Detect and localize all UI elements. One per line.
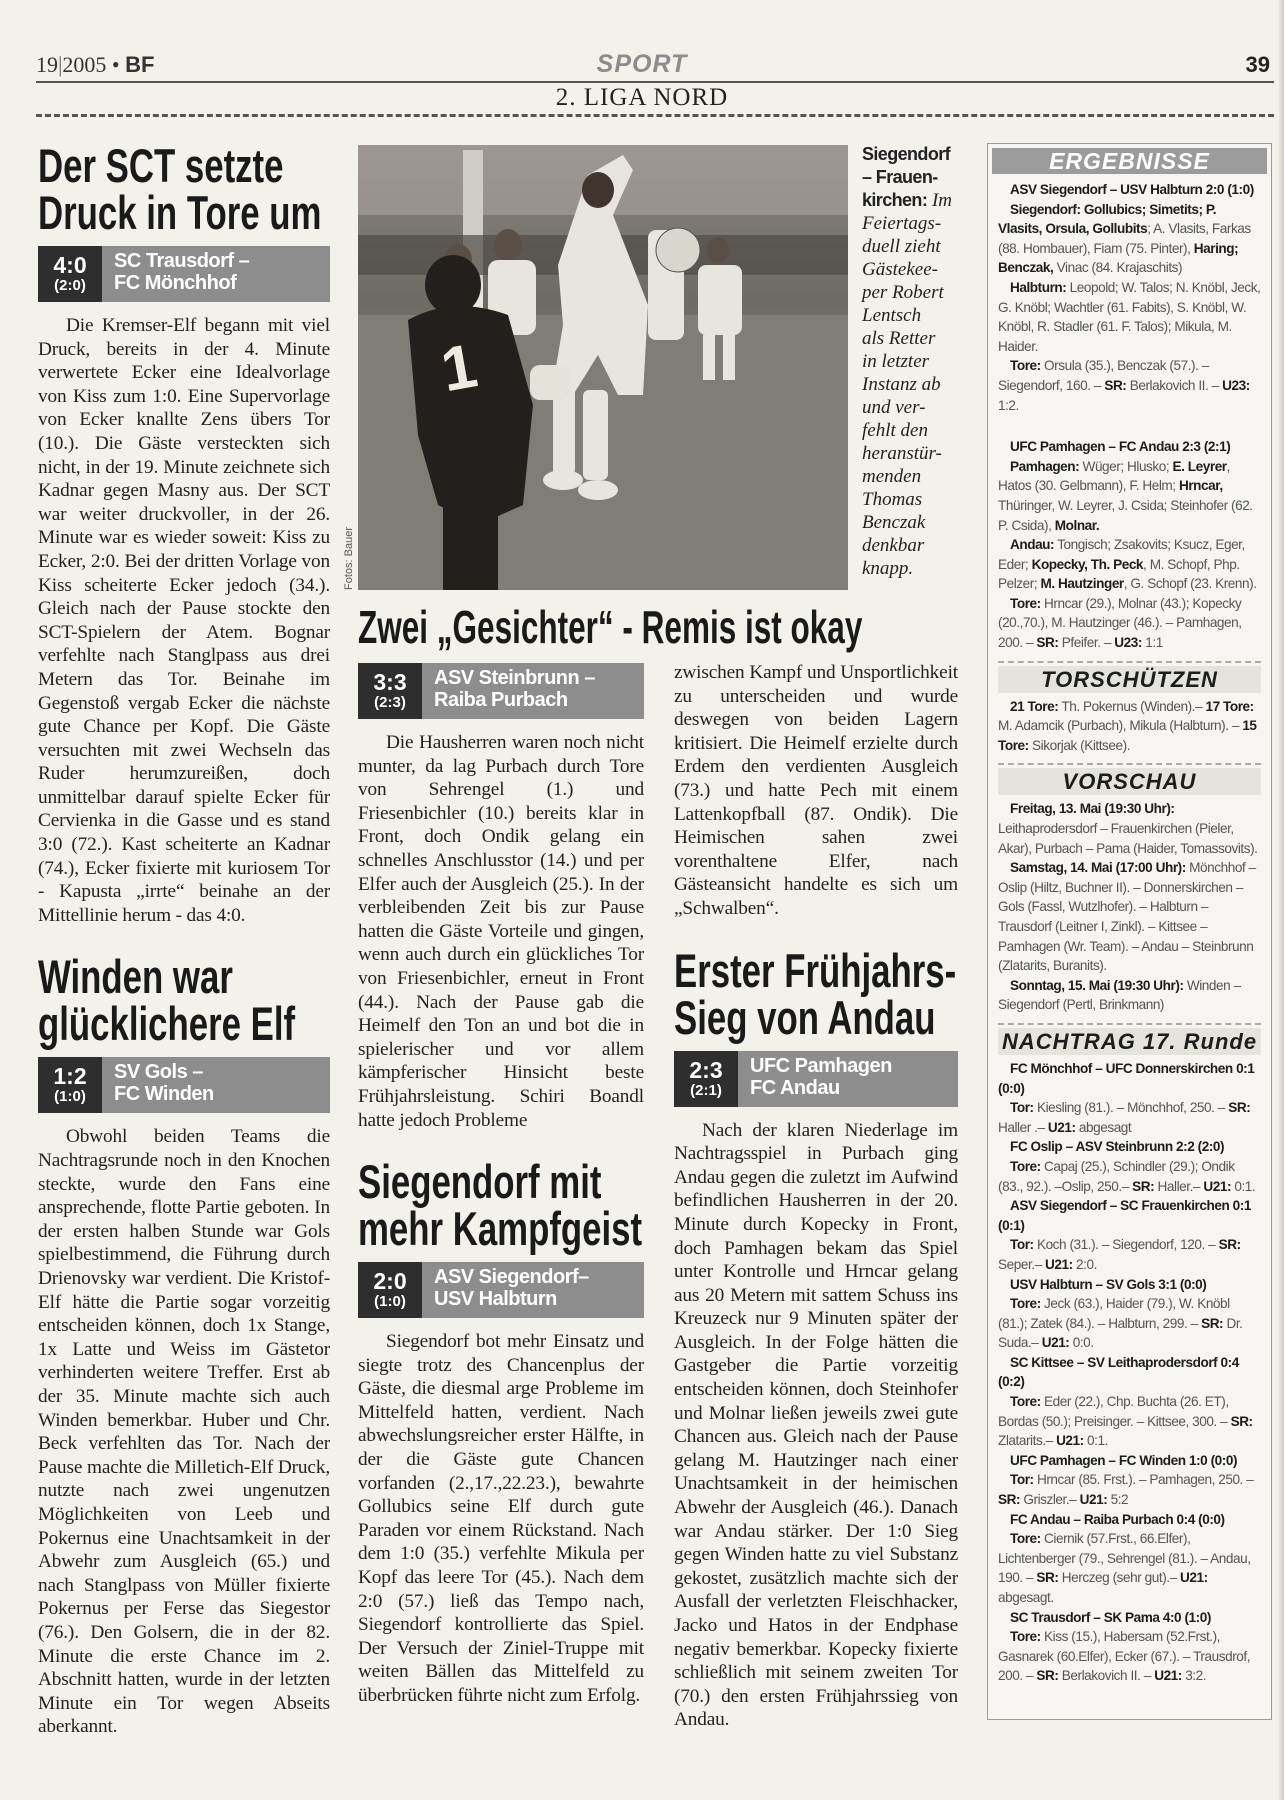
final-score: 2:3 [689, 1056, 723, 1083]
headline-line: Erster Frühjahrs- [674, 943, 957, 997]
headline-line: Druck in Tore um [38, 186, 322, 239]
text: 0:1. [1083, 1433, 1108, 1449]
text: Hrncar (29.), Molnar (43.); Kopecky (20.,70.), M. Hautzinger (46.). – Pamhagen, 200. – [998, 595, 1242, 651]
bold-text: UFC Pamhagen – FC Winden 1:0 (0:0) [1010, 1452, 1238, 1468]
caption-line: fehlt den [862, 420, 928, 441]
paragraph: Nach der klaren Niederlage im Nachtragsspiel in Purbach ging Andau gegen die zuletzt im Aufwind befindlichen Hausherren in der 20. Minute durch Kopecky in Front, doch Pamhagen bekam das Spiel unter Kontrolle und Hrncar gelang aus 20 Metern mit sattem Schuss ins Kreuzeck nur 9 Minuten später der Ausgleich. In der Folge hätten die Gastgeber die Partie vorzeitig entscheiden können, doch Steinhofer und Molnar ließen jeweils zwei gute Chancen aus. Gleich nach der Pause gelang M. Hautzinger nach einer Unachtsamkeit in der heimischen Abwehr der Ausgleich (46.). Danach war Andau stärker. Der 1:0 Sieg gegen Winden hatte zu viel Substanz gekostet, zusätzlich machte sich der Ausfall der verletzten Fleischhacker, Jacko und Hatos in der Endphase negativ bemerkbar. Kopecky fixierte schließlich mit seinem zweiten Tor (70.) den ersten Frühjahrssieg von Andau. [674, 1119, 958, 1731]
bold-text: Tore: [1010, 595, 1041, 611]
caption-line: Benczak [862, 512, 926, 533]
halftime-score: (1:0) [374, 1293, 406, 1311]
results-box [987, 143, 1272, 1720]
text: Kiesling (81.). – Mönchhof, 250. – [1033, 1100, 1229, 1116]
issue-year: 2005 [62, 52, 107, 77]
text: Sikorjak (Kittsee). [1028, 737, 1131, 753]
bold-text: SC Trausdorf – SK Pama 4:0 (1:0) [1010, 1609, 1211, 1625]
result-paragraph [998, 437, 1261, 457]
text: ; A. Vlasits, Farkas (88. Hombauer), Fiam (75. Pinter), [998, 221, 1251, 256]
column-left [38, 139, 330, 1739]
article-body-zwei-2 [674, 661, 958, 921]
result-paragraph [998, 278, 1261, 356]
result-paragraph [998, 697, 1261, 756]
bold-text: SR: [1132, 1178, 1155, 1194]
bold-text: U23: [1114, 635, 1142, 651]
text: Hrncar (85. Frst.). – Pamhagen, 250. – [1033, 1472, 1254, 1488]
bold-text: Tor: [1010, 1100, 1034, 1116]
headline-line: glücklichere Elf [38, 997, 296, 1051]
bold-text: 21 Tore: [1010, 698, 1059, 714]
bold-text: SR: [1036, 1570, 1059, 1586]
bold-text: Tor: [1010, 1237, 1034, 1253]
final-score: 1:2 [53, 1063, 87, 1090]
caption-line [862, 189, 980, 212]
result-paragraph [998, 356, 1261, 415]
text: 0:1. [1231, 1178, 1256, 1194]
bold-text: Andau: [1010, 537, 1055, 553]
text: Tongisch; Zsakovits; Ksucz, Eger, Eder; [998, 537, 1245, 572]
article-body-andau [674, 1119, 958, 1732]
paragraph: Obwohl beiden Teams die Nachtragsrunde noch in den Knochen steckte, wurde den Fans eine ansprechende, flotte Partie geboten. In der ersten halben Stunde war Gols spielbestimmend, die Führung durch Drienovsky war verdient. Die Kristof-Elf hätte die Partie sogar vorzeitig entscheiden können, doch 1x Stange, 1x Latte und Weiss im Gästetor verhinderten weitere Treffer. Erst ab der 35. Minute machte sich auch Winden bemerkbar. Huber und Chr. Beck verfehlten das Tor. Nach der Pause machte die Milletich-Elf Druck, nutzte nach zwei ungenutzen Möglichkeiten von Leeb und Pokernus eine Unachtsamkeit in der Abwehr zum Ausgleich (65.) und nach Stanglpass von Müller fixierte Pokernus per Ferse das Siegestor (76.). Den Golsern, die in der 82. Minute die erste Chance im 2. Abschnitt hatten, wurde in der letzten Minute ein Tor wegen Abseits aberkannt. [38, 1126, 330, 1738]
text: Capaj (25.), Schindler (29.); Ondik (83., 92.). –Oslip, 250.– [998, 1158, 1235, 1194]
result-paragraph [998, 594, 1261, 653]
text: Th. Pokernus (Winden).– [1058, 698, 1206, 714]
bold-text: UFC Pamhagen – FC Andau 2:3 (2:1) [1010, 439, 1231, 455]
result-paragraph [998, 1510, 1261, 1530]
box-section-1 [998, 148, 1261, 653]
result-paragraph [998, 1529, 1261, 1607]
bold-text: 17 Tore: [1205, 698, 1254, 714]
bold-text: USV Halbturn – SV Gols 3:1 (0:0) [1010, 1276, 1207, 1292]
section-heading-band [998, 661, 1261, 693]
away-team: FC Andau [750, 1076, 840, 1099]
bold-text: Molnar. [1054, 517, 1100, 533]
text: , G. Schopf (23. Krenn). [1123, 576, 1257, 592]
result-paragraph [998, 535, 1261, 594]
text: Vinac (84. Krajaschits) [1053, 260, 1183, 276]
caption-line: denkbar [862, 535, 925, 556]
result-paragraph [998, 1608, 1261, 1628]
text: 1:2. [998, 397, 1019, 413]
result-paragraph [998, 1137, 1261, 1157]
paragraph: zwischen Kampf und Unsportlichkeit zu unterscheiden und wurde deswegen von beiden Lagern kritisiert. Die Heimelf erzielte durch Erdem den verdienten Ausgleich (73.) und hatte Pech mit einem Lattenkopfball (87. Ondik). Die Heimischen sahen zwei vorenthaltene Elfer, nach Gästeansicht handelte es sich um „Schwalben“. [674, 662, 958, 919]
text: , M. Schopf, Php. Pelzer; [998, 556, 1240, 592]
box-section-3 [998, 763, 1261, 1015]
halftime-score: (2:0) [54, 277, 86, 294]
section-heading: TORSCHÜTZEN [998, 666, 1261, 693]
caption-line: Lentsch [862, 305, 922, 326]
text: Dr. Suda.– [998, 1315, 1243, 1351]
match-photo [358, 145, 848, 590]
result-paragraph [998, 457, 1261, 535]
text: Pfeifer. – [1058, 635, 1115, 651]
bold-text: Tore: [1010, 1158, 1041, 1174]
home-team: ASV Steinbrunn – [434, 667, 595, 689]
result-paragraph [998, 1627, 1261, 1686]
headline-line: Siegendorf mit [358, 1155, 602, 1209]
caption-line: und ver- [862, 397, 926, 418]
result-paragraph [998, 1353, 1261, 1392]
result-paragraph [998, 1098, 1261, 1137]
text: Orsula (35.), Benczak (57.). – Siegendorf, 160. – [998, 358, 1209, 393]
column-middle [358, 657, 644, 1732]
bold-text: U21: [1045, 1256, 1073, 1272]
caption-line: Thomas [862, 489, 923, 510]
caption-line: Instanz ab [862, 374, 941, 395]
bold-text: Kopecky, Th. Peck [1031, 556, 1144, 572]
headline-winden [38, 950, 296, 1051]
bold-text: SR: [1036, 635, 1059, 651]
result-paragraph [998, 1392, 1261, 1451]
bold-text: Tore: [1010, 1296, 1041, 1312]
section-heading-band [998, 763, 1261, 795]
result-paragraph [998, 1294, 1261, 1353]
text: Haller .– [998, 1119, 1048, 1135]
bold-text: FC Oslip – ASV Steinbrunn 2:2 (2:0) [1010, 1139, 1225, 1155]
match-group [998, 697, 1261, 756]
bold-text: Haring; Benczak, [998, 240, 1239, 276]
bold-text: Tore: [1010, 1394, 1041, 1410]
bold-text: Tore: [1010, 1531, 1041, 1547]
paper-name: BF [125, 52, 155, 77]
text: Leithaprodersdorf – Frauenkirchen (Pieler, Akar), Purbach – Pama (Haider, Tomassovits). [998, 821, 1258, 856]
headline-siegendorf [358, 1155, 643, 1256]
headline-line: Sieg von Andau [674, 990, 936, 1044]
text: Koch (31.). – Siegendorf, 120. – [1033, 1237, 1219, 1253]
text: Griszler.– [1020, 1492, 1080, 1508]
headline-line: Zwei „Gesichter“ - Remis ist okay [358, 601, 863, 653]
bold-text: ASV Siegendorf – SC Frauenkirchen 0:1 (0:1) [998, 1198, 1251, 1233]
separator: • [111, 52, 120, 77]
bold-text: SR: [1228, 1100, 1251, 1116]
match-group [998, 180, 1261, 415]
caption-line: per Robert [862, 282, 944, 303]
bold-text: U21: [1154, 1668, 1182, 1684]
bold-text: Tore: [1010, 1629, 1041, 1645]
caption-line: knapp. [862, 558, 914, 579]
bold-text: Sonntag, 15. Mai (19:30 Uhr): [1010, 977, 1184, 993]
text: Seper.– [998, 1256, 1046, 1272]
article-body-sct [38, 314, 330, 927]
text: Eder (22.), Chp. Buchta (26. ET), Bordas (50.); Preisinger. – Kittsee, 300. – [998, 1394, 1231, 1429]
home-team: SV Gols – [114, 1061, 203, 1084]
text: , Hatos (30. Gelbmann), F. Helm; [998, 458, 1230, 494]
caption-line: Gästekee- [862, 259, 938, 280]
text: M. Adamcik (Purbach), Mikula (Halbturn). – [998, 718, 1243, 734]
bold-text: M. Hautzinger [1040, 576, 1124, 592]
result-paragraph [998, 200, 1261, 278]
bold-text: SR: [1218, 1237, 1241, 1253]
bold-text: SR: [1036, 1668, 1059, 1684]
bold-text: 15 Tore: [998, 718, 1257, 753]
dashed-rule [36, 114, 1274, 117]
header-rule [36, 81, 1274, 83]
home-team: ASV Siegendorf– [434, 1266, 589, 1289]
middle-area [358, 601, 958, 1732]
section-heading-band [998, 1023, 1261, 1055]
headline-line: mehr Kampfgeist [358, 1202, 643, 1256]
text: 0:0. [1069, 1335, 1094, 1351]
result-paragraph [998, 180, 1261, 200]
bold-text: Pamhagen: [1010, 458, 1080, 474]
text: Herczeg (sehr gut).– [1058, 1570, 1181, 1586]
score-box-siegendorf [358, 1262, 644, 1318]
caption-line [862, 143, 980, 166]
final-score: 3:3 [373, 669, 407, 695]
photo-caption [862, 143, 980, 580]
bold-text: U21: [1203, 1178, 1232, 1194]
result-paragraph [998, 1235, 1261, 1274]
match-group [998, 437, 1261, 653]
text: Ciernik (57.Frst., 66.Elfer), Lichtenberger (79., Sehrengel (81.). – Andau, 190. – [998, 1531, 1251, 1586]
text: Berlakovich II. – [1058, 1668, 1155, 1684]
text: Jeck (63.), Haider (79.), W. Knöbl (81.); Zatek (84.). – Halbturn, 299. – [998, 1296, 1230, 1331]
issue-info: 19|2005 • BF [36, 52, 155, 77]
halftime-score: (2:3) [374, 694, 406, 711]
headline-line: Der SCT setzte [38, 139, 284, 192]
result-paragraph [998, 1059, 1261, 1098]
bold-text: U21: [1079, 1492, 1108, 1508]
league-title: 2. LIGA NORD [555, 84, 729, 111]
caption-bold: kirchen: [862, 190, 928, 210]
issue-number: 19 [36, 52, 58, 77]
headline-sct [38, 139, 322, 239]
section-heading: VORSCHAU [998, 768, 1261, 795]
bold-text: U21: [1041, 1335, 1070, 1351]
bold-text: SR: [998, 1492, 1021, 1508]
section-heading: ERGEBNISSE [992, 148, 1267, 174]
final-score: 2:0 [373, 1268, 407, 1295]
away-team: Raiba Purbach [434, 689, 568, 711]
text: abgesagt. [998, 1590, 1054, 1605]
text: 2:0. [1072, 1256, 1097, 1272]
score-box-sct [38, 246, 330, 302]
score-box-andau [674, 1051, 958, 1107]
text: Haller.– [1154, 1178, 1204, 1194]
result-paragraph [998, 1451, 1261, 1471]
halftime-score: (2:1) [690, 1081, 722, 1099]
bold-text: U21: [1056, 1433, 1084, 1449]
final-score: 4:0 [53, 252, 87, 278]
caption-bold: – Frauen- [862, 167, 938, 187]
article-body-zwei-1 [358, 731, 644, 1132]
section-heading: NACHTRAG 17. Runde [998, 1028, 1261, 1055]
caption-text: Im [927, 190, 953, 211]
bold-text: FC Mönchhof – UFC Donnerskirchen 0:1 (0:0) [998, 1060, 1255, 1096]
bold-text: U23: [1222, 377, 1250, 393]
result-paragraph [998, 1196, 1261, 1235]
text: Berlakovich II. – [1126, 377, 1223, 393]
match-group [998, 1059, 1261, 1686]
text: Winden – Siegendorf (Pertl, Brinkmann) [998, 977, 1241, 1013]
headline-zwei-gesichter [358, 601, 863, 653]
box-section-4 [998, 1023, 1261, 1686]
home-team: UFC Pamhagen [750, 1054, 892, 1077]
bold-text: SR: [1104, 377, 1127, 393]
caption-line: heranstür- [862, 443, 942, 464]
text: Wüger; Hlusko; [1079, 458, 1173, 474]
page-number: 39 [1245, 52, 1270, 77]
bold-text: U21: [1047, 1119, 1076, 1135]
bold-text: U21: [1180, 1570, 1208, 1586]
result-paragraph [998, 1275, 1261, 1295]
result-paragraph [998, 799, 1261, 858]
score-box-steinbrunn [358, 663, 644, 719]
result-paragraph [998, 976, 1261, 1015]
text: Mönchhof – Oslip (Hiltz, Buchner II). – Donnerskirchen – Gols (Fassl, Wutzlhofer). – Halbturn – Trausdorf (Leitner I, Zinkl). – Kittsee – Pamhagen (Wr. Team). – Andau – Steinbrunn (Zlatarits, Buranits). [998, 860, 1256, 974]
article-body-winden [38, 1125, 330, 1738]
caption-line [862, 166, 980, 189]
bold-text: SC Kittsee – SV Leithaprodersdorf 0:4 (0:2) [998, 1354, 1239, 1390]
caption-line: duell zieht [862, 236, 941, 257]
bold-text: SR: [1230, 1413, 1253, 1429]
section-title: SPORT [596, 50, 688, 78]
text: 3:2. [1181, 1668, 1207, 1684]
text: abgesagt [1075, 1119, 1132, 1135]
article-body-siegendorf [358, 1330, 644, 1708]
text: 1:1 [1141, 635, 1163, 651]
bold-text: Samstag, 14. Mai (17:00 Uhr): [1010, 860, 1186, 876]
bold-text: Halbturn: [1010, 279, 1067, 295]
match-group [998, 799, 1261, 1015]
result-paragraph [998, 1470, 1261, 1509]
column-right-text [674, 657, 958, 1732]
score-box-winden [38, 1057, 330, 1113]
bold-text: SR: [1201, 1315, 1224, 1331]
headline-andau [674, 943, 957, 1044]
bold-text: Hrncar, [1178, 478, 1223, 494]
away-team: FC Mönchhof [114, 272, 237, 294]
paragraph: Siegendorf bot mehr Einsatz und siegte trotz des Chancenplus der Gäste, die diesmal arge Probleme im Mittelfeld hatten, verdient. Nach abwechslungsreicher erster Hälfte, in der die Gäste gute Chancen vorfanden (2.,17.,22.23.), bewahrte Gollubics seine Elf durch gute Paraden vor einem Rückstand. Nach dem 1:0 (35.) verfehlte Mikula per Kopf das leere Tor (45.). Nach dem 2:0 (57.) ließ das Tempo nach, Siegendorf kontrollierte das Spiel. Der Versuch der Ziniel-Truppe mit weiten Bällen das Mittelfeld zu überbrücken führte nicht zum Erfolg. [358, 1331, 644, 1706]
box-section-2 [998, 661, 1261, 756]
paragraph: Die Hausherren waren noch nicht munter, da lag Purbach durch Tore von Sehrengel (1.) und Friesenbichler (10.) bereits klar in Front, doch Ondik gelang ein schnelles Anschlusstor (14.) und per Elfer auch der Ausgleich (25.). In der verbleibenden Zeit bis zur Pause hatten die Gäste Vorteile und gingen, wenn auch durch ein glückliches Tor von Friesenbichler, erneut in Front (44.). Nach der Pause gab die Heimelf den Ton an und bot die in spielerischer und vor allem kämpferischer Hinsicht beste Frühjahrsleistung. Schiri Boandl hatte jedoch Probleme [358, 732, 644, 1131]
bold-text: FC Andau – Raiba Purbach 0:4 (0:0) [1010, 1511, 1225, 1527]
caption-line: Feiertags- [862, 213, 942, 234]
bold-text: Tor: [1010, 1472, 1034, 1488]
text: Thüringer, W. Leyrer, J. Csida; Steinhofer (62. P. Csida), [998, 497, 1253, 533]
result-paragraph [998, 858, 1261, 976]
page-edge [1278, 0, 1284, 1800]
result-paragraph [998, 1157, 1261, 1196]
caption-line: in letzter [862, 351, 930, 372]
caption-line: als Retter [862, 328, 936, 349]
text: 5:2 [1107, 1492, 1129, 1508]
home-team: SC Trausdorf – [114, 250, 250, 272]
headline-line: Winden war [38, 950, 233, 1004]
caption-bold: Siegendorf [862, 144, 951, 164]
text: Kiss (15.), Habersam (52.Frst.), Gasnarek (60.Elfer), Ecker (67.). – Trausdrof, 200. – [998, 1629, 1251, 1684]
caption-line: menden [862, 466, 922, 487]
bold-text: Tore: [1010, 358, 1041, 374]
bold-text: E. Leyrer [1172, 458, 1227, 474]
away-team: FC Winden [114, 1083, 214, 1106]
jersey-number: 1 [436, 331, 483, 406]
text: Leopold; W. Talos; N. Knöbl, Jeck, G. Knöbl; Wachtler (61. Fabits), S. Knöbl, W. Knöbl, R. Stadler (61. F. Talos); Mikula, M. Haider. [998, 279, 1261, 354]
paragraph: Die Kremser-Elf begann mit viel Druck, bereits in der 4. Minute verwertete Ecker eine Idealvorlage von Kiss zum 1:0. Eine Supervorlage von Ecker knallte Zens übers Tor (10.). Die Gäste versteckten sich nicht, in der 19. Minute zeichnete sich Kadnar gegen Masny aus. Der SCT war weiter druckvoller, in der 26. Minute war es wieder soweit: Kiss zu Ecker, 2:0. Bei der dritten Vorlage von Kiss scheiterte Ecker jedoch (34.). Gleich nach der Pause stockte den SCT-Spielern der Atem. Bognar verfehlte nach Stanglpass aus drei Metern das Tor. Beinahe im Gegenstoß vergab Ecker die nächste gute Chance per Kopf. Die Gäste versuchten mit zwei Wechseln das Ruder herumzureißen, doch unmittelbar darauf spielte Ecker für Cervienka in die Gasse und es stand 3:0 (72.). Kast scheiterte an Kadnar (74.), Ecker fixierte mit kuriosem Tor - Kapusta „irrte“ beinahe an der Mittellinie herum - das 4:0. [38, 315, 330, 926]
photo-credit: Fotos: Bauer [343, 527, 355, 590]
bold-text: ASV Siegendorf – USV Halbturn 2:0 (1:0) [1010, 182, 1254, 197]
text: Zlatarits.– [998, 1433, 1057, 1449]
away-team: USV Halbturn [434, 1288, 557, 1311]
halftime-score: (1:0) [54, 1088, 86, 1106]
bold-text: Siegendorf: Gollubics; Simetits; P. Vlasits, Orsula, Gollubits [998, 201, 1217, 237]
bold-text: Freitag, 13. Mai (19:30 Uhr): [1010, 801, 1175, 817]
